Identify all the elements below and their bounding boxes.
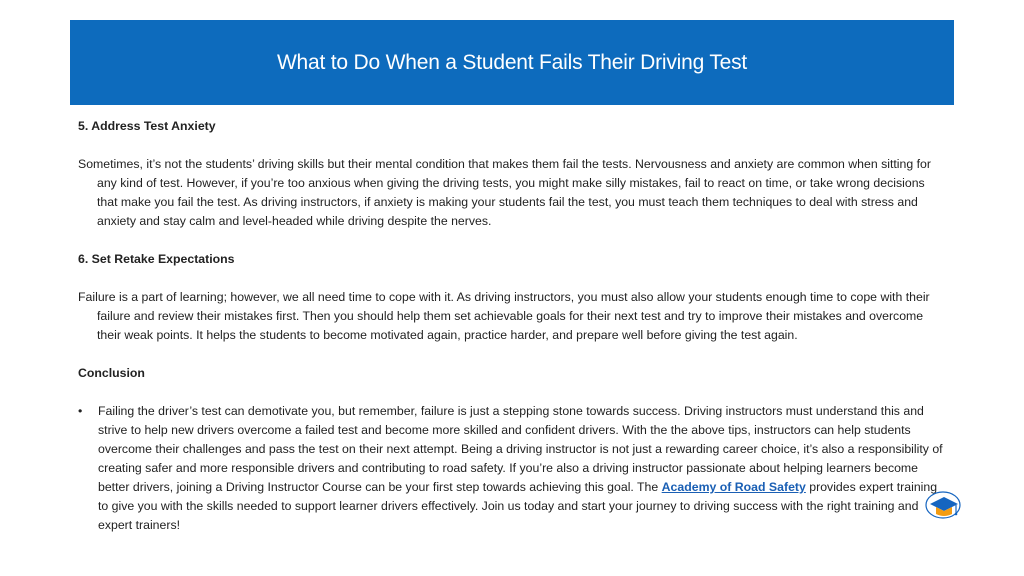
conclusion-text-before-link: Failing the driver’s test can demotivate you, but remember, failure is just a stepping stone towards success. Driving instructors must understand this and strive to help new drivers overcome a failed test and become more skilled and confident drivers. With the the above tips, instructors can help students overcome their challenges and pass the test on their next attempt. Being a driving instructor is not just a rewarding career choice, it’s also a responsibility of creating safer and more responsible drivers and contributing to road safety. If you’re also a driving instructor passionate about helping learners become better drivers, joining a Driving Instructor Course can be your first step towards achieving this goal. The	[98, 404, 943, 494]
page-title: What to Do When a Student Fails Their Driving Test	[276, 50, 748, 74]
bullet-icon: •	[78, 404, 83, 418]
conclusion-text-after-link: provides expert training to give you with the skills needed to support learner drivers effectively. Join us today and start your journey to driving success with the right training and expert trainers!	[98, 480, 938, 532]
section-paragraph-retake: Failure is a part of learning; however, we all need time to cope with it. As driving instructors, you must also allow your students enough time to cope with their failure and review their mistakes first. Then you should help them set achievable goals for their next test and try to improve their mistakes and overcome their weak points. It helps the students to become motivated again, practice harder, and prepare well before giving the test again.	[78, 290, 930, 342]
graduation-cap-logo-icon	[920, 488, 962, 522]
section-paragraph-anxiety: Sometimes, it’s not the students’ driving skills but their mental condition that makes them fail the tests. Nervousness and anxiety are common when sitting for any kind of test. However, if you’re too anxious when giving the driving tests, you might make silly mistakes, fail to react on time, or take wrong decisions that make you fail the test. As driving instructors, if anxiety is making your students fail the test, you must teach them techniques to deal with stress and anxiety and stay calm and level-headed while driving despite the nerves.	[78, 157, 931, 228]
section-heading-anxiety: 5. Address Test Anxiety	[78, 119, 216, 133]
section-heading-retake: 6. Set Retake Expectations	[78, 252, 235, 266]
academy-of-road-safety-link[interactable]: Academy of Road Safety	[661, 480, 806, 494]
title-banner	[70, 20, 954, 105]
conclusion-text	[98, 402, 948, 535]
conclusion-bullet-item	[78, 402, 948, 535]
conclusion-heading: Conclusion	[78, 366, 145, 380]
slide-content	[78, 117, 948, 535]
